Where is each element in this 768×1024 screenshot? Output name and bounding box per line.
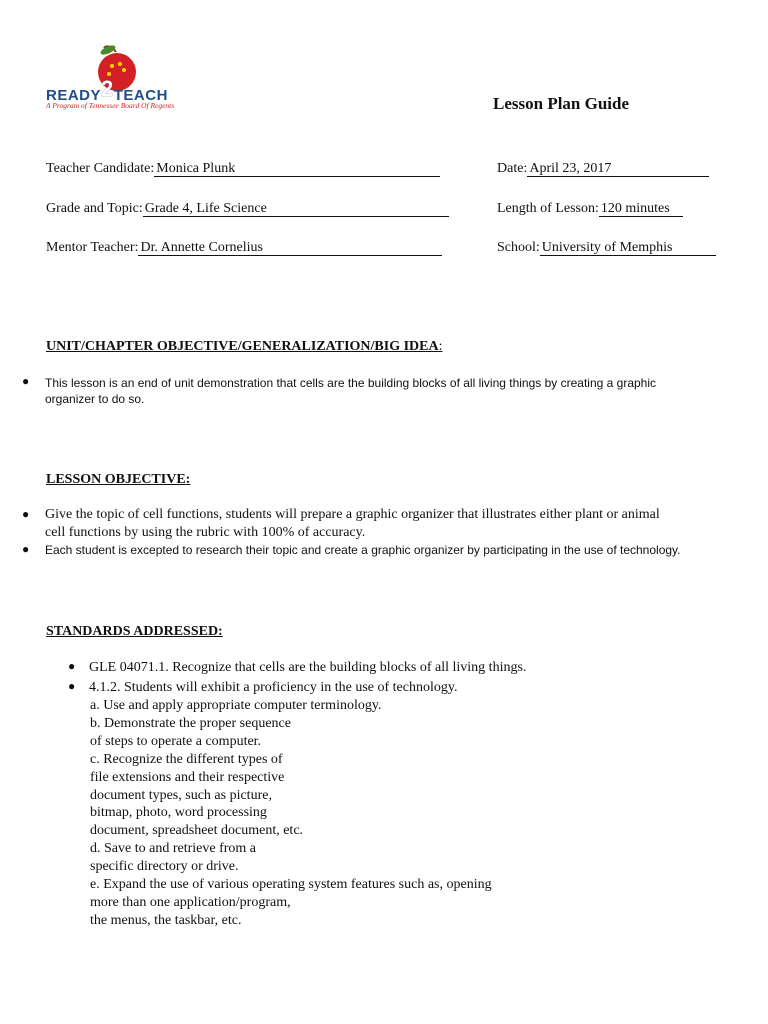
standard-sub-line: of steps to operate a computer. — [90, 734, 262, 749]
standards-heading: STANDARDS ADDRESSED: — [46, 624, 223, 639]
bullet-icon: ● — [68, 659, 76, 673]
date-value: April 23, 2017 — [527, 161, 709, 177]
bullet-icon: ● — [22, 507, 30, 521]
length-of-lesson-label: Length of Lesson: — [497, 201, 599, 216]
mentor-teacher-field — [46, 240, 442, 256]
lesson-objective-heading — [46, 472, 190, 488]
unit-objective-heading-text: UNIT/CHAPTER OBJECTIVE/GENERALIZATION/BIG IDEA — [46, 339, 439, 354]
date-field — [497, 161, 709, 177]
standard-sub-line: document, spreadsheet document, etc. — [90, 823, 304, 838]
lesson-objective-1-line-2: cell functions by using the rubric with 100% of accuracy. — [45, 525, 366, 540]
standard-sub-line: c. Recognize the different types of — [90, 752, 283, 767]
standard-sub-line: b. Demonstrate the proper sequence — [90, 716, 291, 731]
school-value: University of Memphis — [540, 240, 716, 256]
logo-word-ready: READY — [46, 87, 102, 104]
lesson-objective-1-line-1: Give the topic of cell functions, students will prepare a graphic organizer that illustrates either plant or animal — [45, 507, 660, 522]
lesson-objective-2-text: Each student is excepted to research their topic and create a graphic organizer by participating in the use of technology. — [45, 543, 681, 557]
standard-sub-line: document types, such as picture, — [90, 788, 272, 803]
unit-objective-line-2: organizer to do so. — [45, 392, 145, 406]
standard-item-2-text: 4.1.2. Students will exhibit a proficiency in the use of technology. — [89, 680, 458, 695]
logo-numeral: 2 — [101, 76, 114, 101]
lesson-objective-heading-text: LESSON OBJECTIVE — [46, 472, 186, 487]
bullet-icon: ● — [68, 679, 76, 693]
logo-word-teach: TEACH — [113, 87, 168, 104]
school-field — [497, 240, 716, 256]
date-label: Date: — [497, 161, 528, 176]
document-title: Lesson Plan Guide — [493, 94, 630, 113]
unit-objective-line-1: This lesson is an end of unit demonstration that cells are the building blocks of all living things by creating a graphic — [45, 376, 657, 390]
standard-sub-line: file extensions and their respective — [90, 770, 285, 785]
standard-item-1-text: GLE 04071.1. Recognize that cells are the building blocks of all living things. — [89, 660, 527, 675]
length-of-lesson-field — [497, 201, 683, 217]
length-of-lesson-value: 120 minutes — [599, 201, 683, 217]
standard-sub-line: specific directory or drive. — [90, 859, 239, 874]
standard-sub-line: a. Use and apply appropriate computer terminology. — [90, 698, 382, 713]
school-label: School: — [497, 240, 540, 255]
standard-sub-line: e. Expand the use of various operating system features such as, opening — [90, 877, 492, 892]
teacher-candidate-field — [46, 161, 440, 177]
grade-topic-field — [46, 201, 449, 217]
unit-objective-heading — [46, 339, 443, 355]
standard-sub-line: the menus, the taskbar, etc. — [90, 913, 242, 928]
ready2teach-logo — [46, 44, 186, 114]
standard-sub-line: more than one application/program, — [90, 895, 291, 910]
standard-sub-line: d. Save to and retrieve from a — [90, 841, 256, 856]
bullet-icon: ● — [22, 374, 30, 388]
bullet-icon: ● — [22, 542, 30, 556]
teacher-candidate-value: Monica Plunk — [154, 161, 440, 177]
mentor-teacher-label: Mentor Teacher: — [46, 240, 139, 255]
unit-objective-heading-colon: : — [438, 339, 443, 354]
grade-topic-value: Grade 4, Life Science — [143, 201, 449, 217]
logo-tagline: A Program of Tennessee Board Of Regents — [46, 101, 175, 110]
standard-sub-line: bitmap, photo, word processing — [90, 805, 267, 820]
lesson-objective-heading-colon: : — [185, 472, 191, 487]
grade-topic-label: Grade and Topic: — [46, 201, 143, 216]
mentor-teacher-value: Dr. Annette Cornelius — [138, 240, 442, 256]
teacher-candidate-label: Teacher Candidate: — [46, 161, 155, 176]
